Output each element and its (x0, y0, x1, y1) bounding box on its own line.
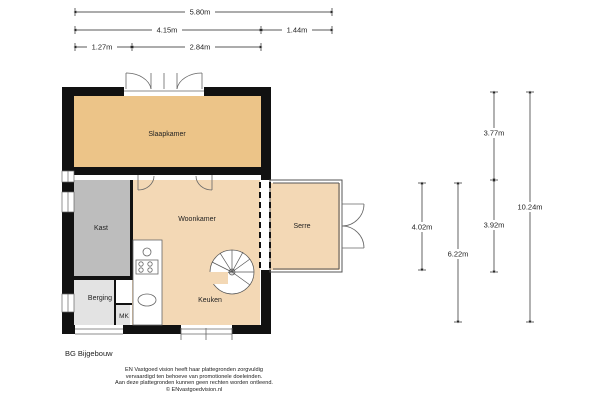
room-woonkamer-label: Woonkamer (178, 216, 216, 223)
room-berging-floor (74, 280, 114, 325)
floor-title: BG Bijgebouw (65, 349, 113, 358)
room-berging-label: Berging (87, 295, 113, 302)
dim-height-10-24: 10.24m (517, 202, 543, 212)
dim-width-1-44: 1.44m (286, 25, 308, 35)
disclaimer-line: vervaardigd ten behoeve van promotionele doeleinden. (125, 373, 263, 380)
room-slaapkamer-label: Slaapkamer (148, 131, 186, 138)
dim-total-width: 5.80m (189, 7, 211, 17)
room-kast-label: Kast (93, 225, 109, 232)
room-mk-label: MK (119, 313, 129, 320)
room-serre-label: Serre (293, 223, 311, 230)
dim-width-4-15: 4.15m (156, 25, 178, 35)
disclaimer-line: EN Vastgoed vision heeft haar plattegronden zorgvuldig (125, 367, 263, 373)
room-keuken-label: Keuken (198, 297, 222, 304)
serre-opening (260, 182, 270, 270)
disclaimer-line: © ENvastgoedvision.nl (165, 386, 223, 393)
dim-height-3-77: 3.77m (483, 128, 505, 138)
dim-height-4-02: 4.02m (411, 222, 433, 232)
dim-height-6-22: 6.22m (447, 249, 469, 259)
top-double-door (124, 73, 204, 91)
kitchen-counter (133, 240, 162, 325)
dim-width-1-27: 1.27m (91, 42, 113, 52)
dim-height-3-92: 3.92m (483, 220, 505, 230)
disclaimer (60, 367, 328, 393)
serre-side-door (342, 201, 364, 250)
disclaimer-line: Aan deze plattegronden kunnen geen rechten worden ontleend. (115, 380, 273, 387)
dim-width-2-84: 2.84m (189, 42, 211, 52)
